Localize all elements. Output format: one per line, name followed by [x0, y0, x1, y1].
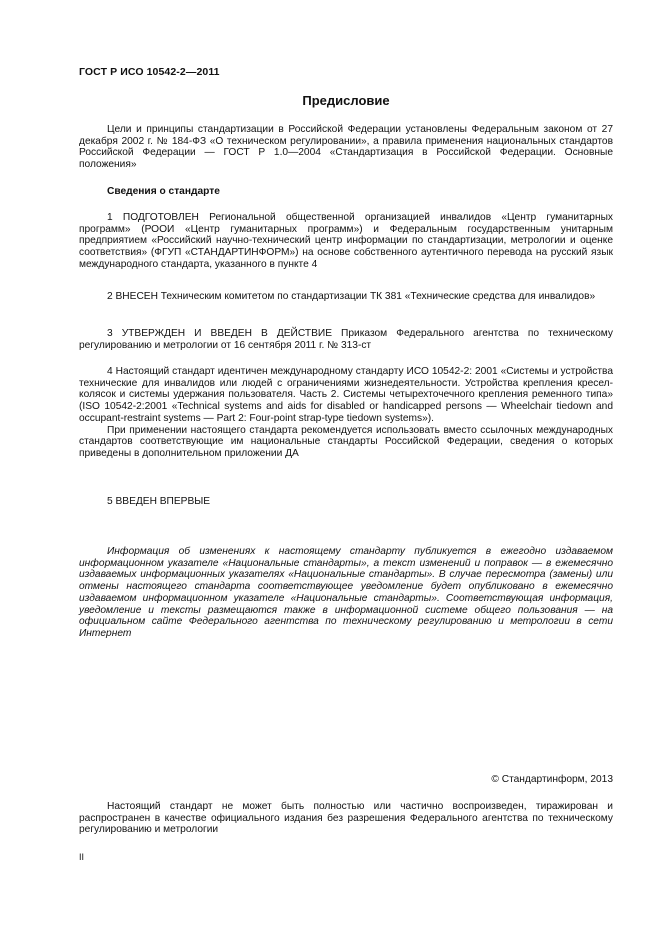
reproduction-notice-text: Настоящий стандарт не может быть полностью или частично воспроизведен, тиражирован и распространен в качестве официального издания без разрешения Федерального агентства по техническому регулированию и метрологии [79, 801, 613, 836]
intro-section [79, 124, 613, 171]
item-1-text: 1 ПОДГОТОВЛЕН Региональной общественной организацией инвалидов «Центр гуманитарных программ» (РООИ «Центр гуманитарных программ») и Федеральным государственным унитарным предприятием «Российский научно-технический центр информации по стандартизации, метрологии и оценке соответствия» (ФГУП «СТАНДАРТИНФОРМ») на основе собственного аутентичного перевода на русский язык международного стандарта, указанного в пункте 4 [79, 212, 613, 270]
page-title: Предисловие [302, 93, 390, 108]
item-3 [79, 328, 613, 351]
reproduction-notice [79, 801, 613, 836]
item-4-text: 4 Настоящий стандарт идентичен международному стандарту ИСО 10542-2: 2001 «Системы и устройства технические для инвалидов или людей с ограничениями жизнедеятельности. Устройства крепления кресел-колясок и системы удержания пользователя. Часть 2. Системы четырехточечного крепления ременного типа» (ISO 10542-2:2001 «Technical systems and aids for disabled or handicapped persons — Wheelchair tiedown and occupant-restraint systems — Part 2: Four-point strap-type tiedown systems»). [79, 366, 613, 424]
item-4 [79, 366, 613, 460]
standard-info-heading: Сведения о стандарте [107, 186, 220, 197]
item-3-text: 3 УТВЕРЖДЕН И ВВЕДЕН В ДЕЙСТВИЕ Приказом Федерального агентства по техническому регулированию и метрологии от 16 сентября 2011 г. № 313-ст [79, 328, 613, 351]
changes-info-text: Информация об изменениях к настоящему стандарту публикуется в ежегодно издаваемом информационном указателе «Национальные стандарты», а текст изменений и поправок — в ежемесячно издаваемых информационных указателях «Национальные стандарты». В случае пересмотра (замены) или отмены настоящего стандарта соответствующее уведомление будет опубликовано в ежемесячно издаваемом информационном указателе «Национальные стандарты». Соответствующая информация, уведомление и тексты размещаются также в информационной системе общего пользования — на официальном сайте Федерального агентства по техническому регулированию и метрологии в сети Интернет [79, 546, 613, 639]
item-2-text: 2 ВНЕСЕН Техническим комитетом по стандартизации ТК 381 «Технические средства для инвалидов» [107, 291, 596, 302]
standard-info-section [79, 186, 613, 198]
item-1 [79, 212, 613, 271]
changes-info-notice [79, 546, 613, 640]
standard-code-header: ГОСТ Р ИСО 10542-2—2011 [79, 66, 220, 78]
copyright-line: © Стандартинформ, 2013 [491, 774, 613, 785]
item-4-note: При применении настоящего стандарта рекомендуется использовать вместо ссылочных международных стандартов соответствующие им национальные стандарты Российской Федерации, сведения о которых приведены в дополнительном приложении ДА [79, 424, 613, 459]
intro-paragraph: Цели и принципы стандартизации в Российской Федерации установлены Федеральным законом от 27 декабря 2002 г. № 184-ФЗ «О техническом регулировании», а правила применения национальных стандартов Российской Федерации — ГОСТ Р 1.0—2004 «Стандартизация в Российской Федерации. Основные положения» [79, 124, 613, 171]
page-number: II [79, 852, 85, 862]
item-5-text: 5 ВВЕДЕН ВПЕРВЫЕ [107, 496, 211, 507]
item-5 [79, 496, 613, 508]
item-2 [79, 291, 613, 303]
